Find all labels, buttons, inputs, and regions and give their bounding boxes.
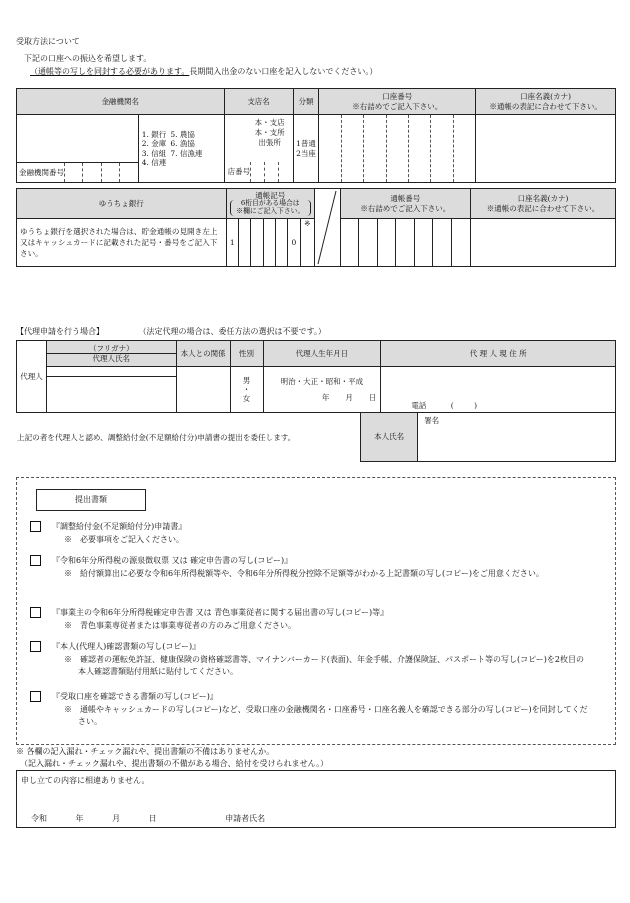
phone-paren: ) [474, 400, 478, 410]
h-passbook [340, 189, 470, 219]
h-symbol-note: ※欄にご記入下さい。 [236, 207, 305, 215]
type-option[interactable]: 5. 農協 [170, 129, 195, 139]
doc-item-title: 『令和6年分所得税の源泉徴収票 又は 確定申告書の写し(コピー)』 [52, 556, 293, 565]
agent-furigana-input[interactable] [46, 367, 176, 377]
branch-code-label: 店番号 [227, 167, 251, 177]
doc-item-title: 『本人(代理人)確認書類の写し(コピー)』 [52, 642, 201, 651]
gender-dot: ・ [242, 385, 251, 394]
passbook-digit[interactable] [359, 219, 377, 267]
h-agent-name-label: 代理人氏名 [47, 353, 176, 363]
h-furigana: （フリガナ） [88, 344, 134, 353]
h-institution: 金融機関名 [17, 89, 225, 115]
doc-checkbox[interactable] [30, 555, 41, 566]
birth-month: 月 [345, 392, 353, 402]
agent-name-input[interactable] [46, 377, 176, 413]
intro-note-rest: 長期間入出金のない口座を記入しないでください。） [189, 67, 378, 76]
birth-cell[interactable] [263, 367, 381, 413]
doc-item-note: ※ 青色事業専従者または事業専従者の方のみご用意ください。 [64, 621, 296, 630]
intro-line: 下記の口座への振込を希望します。 [24, 54, 152, 63]
symbol-digit[interactable]: 0 [288, 219, 300, 267]
agent-note: （法定代理の場合は、委任方法の選択は不要です。） [138, 327, 326, 336]
doc-item-note: ※ 確認者の運転免許証、健康保険の資格確認書等、マイナンバーカード(表面)、年金手帳、介護保険証、パスポート等の写し(コピー)を2枚目の本人確認書類貼付用紙に貼付してください。 [64, 655, 584, 676]
passbook-digit[interactable] [414, 219, 432, 267]
h-name-label: 口座名義(カナ) [520, 92, 571, 102]
type-option[interactable]: 7. 信漁連 [170, 148, 203, 158]
principal-name-label: 本人氏名 [361, 413, 418, 462]
h-yucho-name-note: ※通帳の表記に合わせて下さい。 [486, 203, 600, 213]
yucho-holder-input[interactable] [471, 219, 616, 267]
agent-row-label: 代理人 [17, 341, 47, 413]
h-type: 分類 [293, 89, 319, 115]
era-options[interactable]: 明治・大正・昭和・平成 [280, 377, 364, 387]
symbol-digit[interactable] [263, 219, 275, 267]
documents-title: 提出書類 [36, 489, 146, 511]
phone-label: 電話 [411, 400, 427, 410]
signature-label: 署名 [424, 416, 440, 425]
h-yucho: ゆうちょ銀行 [17, 189, 227, 219]
h-birth: 代理人生年月日 [263, 341, 381, 367]
doc-item-note: ※ 必要事項をご記入ください。 [64, 535, 184, 544]
type-option[interactable]: 4. 信連 [141, 157, 167, 167]
doc-item [30, 641, 590, 677]
footer-check-note: （記入漏れ・チェック漏れや、提出書類の不備がある場合、給付を受けられません。） [20, 759, 329, 768]
doc-item [30, 555, 590, 580]
doc-item [30, 521, 610, 545]
h-name-note: ※通帳の表記に合わせて下さい。 [489, 101, 602, 111]
symbol-digit[interactable] [251, 219, 263, 267]
signature-input[interactable] [418, 413, 616, 462]
address-input[interactable] [381, 367, 616, 413]
h-account [319, 89, 476, 115]
section-title: 受取方法について [16, 37, 80, 46]
h-gender: 性別 [230, 341, 263, 367]
delegation-text: 上記の者を代理人と認め、調整給付金(不足額給付分)申請書の提出を委任します。 [16, 413, 361, 462]
code-label: 金融機関番号 [19, 167, 64, 177]
institution-type-options [142, 130, 224, 168]
type-option[interactable]: 1. 銀行 [141, 129, 167, 139]
h-yucho-name-label: 口座名義(カナ) [517, 194, 569, 204]
passbook-digit[interactable] [396, 219, 414, 267]
account-type-option[interactable]: 1普通 [296, 139, 316, 149]
h-address: 代 理 人 現 住 所 [381, 341, 616, 367]
footer-check: ※ 各欄の記入漏れ・チェック漏れや、提出書類の不備はありませんか。 [16, 747, 275, 756]
passbook-digit[interactable] [377, 219, 395, 267]
phone-paren: ( [450, 400, 454, 410]
yucho-instruction: ゆうちょ銀行を選択された場合は、貯金通帳の見開き左上又はキャッシュカードに記載された記号・番号をご記入下さい。 [17, 219, 227, 267]
h-account-note: ※右詰めでご記入下さい。 [352, 101, 443, 111]
bank-table [16, 88, 616, 183]
declaration-date-row [31, 813, 265, 824]
date-year: 年 [75, 814, 84, 823]
doc-item-note: ※ 給付額算出に必要な令和6年所得税額等や、令和6年分所得税分控除不足額等がわかる上記書類の写し(コピー)をご用意ください。 [64, 569, 544, 578]
account-number-input[interactable] [319, 115, 476, 183]
applicant-label: 申請者氏名 [225, 814, 266, 823]
type-option[interactable]: 3. 信組 [141, 148, 167, 158]
symbol-digit[interactable]: 1 [226, 219, 238, 267]
gender-female[interactable]: 女 [242, 394, 251, 403]
passbook-digit[interactable] [451, 219, 471, 267]
h-relation: 本人との関係 [176, 341, 230, 367]
doc-item-title: 『受取口座を確認できる書類の写し(コピー)』 [52, 692, 218, 701]
birth-year: 年 [321, 392, 330, 402]
h-symbol-label: 通帳記号 [255, 190, 286, 200]
branch-type-option[interactable]: 出張所 [258, 137, 281, 147]
relation-input[interactable] [176, 367, 230, 413]
date-day: 日 [148, 814, 157, 823]
h-yucho-name [471, 189, 616, 219]
h-passbook-note: ※右詰めでご記入下さい。 [360, 203, 451, 213]
h-name [476, 89, 616, 115]
gender-options [230, 367, 263, 413]
agent-heading [16, 326, 326, 337]
date-month: 月 [112, 814, 121, 823]
declaration-box [16, 770, 616, 828]
doc-item-title: 『調整給付金(不足額給付分)申請書』 [52, 522, 187, 531]
delegation-table [16, 412, 616, 462]
intro-note-underlined: （通帳等の写しを同封する必要があります。 [30, 67, 190, 76]
institution-name-input[interactable] [17, 115, 139, 183]
declaration-text: 申し立ての内容に相違ありません。 [21, 776, 150, 785]
gender-male[interactable]: 男 [242, 376, 251, 385]
doc-item-note: ※ 通帳やキャッシュカードの写し(コピー)など、受取口座の金融機関名・口座番号・口座名義人を確認できる部分の写し(コピー)を同封してください。 [64, 705, 588, 726]
agent-table [16, 340, 616, 413]
type-option[interactable]: 2. 金庫 [141, 139, 167, 149]
account-type-option[interactable]: 2当座 [296, 148, 316, 158]
symbol-digit[interactable] [275, 219, 287, 267]
agent-title: 【代理申請を行う場合】 [16, 327, 104, 336]
passbook-digit[interactable] [433, 219, 451, 267]
branch-cell[interactable] [224, 115, 293, 183]
passbook-digit[interactable] [340, 219, 358, 267]
doc-checkbox[interactable] [30, 607, 41, 618]
symbol-extra-digit[interactable]: ※ [300, 219, 314, 267]
h-agent-name [46, 341, 176, 367]
birth-day: 日 [368, 392, 377, 402]
doc-item [30, 691, 590, 727]
h-symbol-note: 6桁目がある場合は [240, 199, 300, 208]
branch-type-option[interactable]: 本・支店 [254, 118, 285, 127]
doc-checkbox[interactable] [30, 641, 41, 652]
account-holder-input[interactable] [476, 115, 616, 183]
h-passbook-label: 通帳番号 [390, 194, 421, 204]
doc-checkbox[interactable] [30, 521, 41, 532]
doc-checkbox[interactable] [30, 691, 41, 702]
branch-type-option[interactable]: 本・支所 [254, 127, 285, 137]
symbol-digit[interactable] [238, 219, 250, 267]
doc-item-title: 『事業主の令和6年分所得税確定申告書 又は 青色事業従者に関する届出書の写し(コピー)等』 [52, 608, 389, 617]
doc-item [30, 607, 610, 631]
intro-note [30, 66, 377, 77]
h-branch: 支店名 [224, 89, 293, 115]
slash-divider [314, 189, 340, 267]
yucho-table [16, 188, 616, 267]
h-symbol [226, 189, 314, 219]
h-account-label: 口座番号 [382, 92, 413, 102]
type-option[interactable]: 6. 漁協 [170, 139, 195, 149]
date-era: 令和 [31, 814, 47, 823]
account-type-cell[interactable] [293, 115, 319, 183]
